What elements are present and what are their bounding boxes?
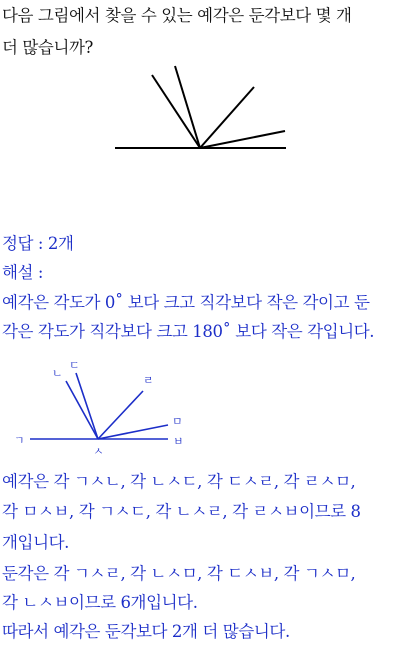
label-digeut: ㄷ	[69, 359, 80, 372]
question-figure	[0, 0, 400, 170]
explanation-heading: 해설 :	[2, 263, 44, 282]
conclusion-line: 따라서 예각은 둔각보다 2개 더 많습니다.	[2, 622, 290, 641]
definition-line-2: 각은 각도가 직각보다 크고 180˚ 보다 작은 각입니다.	[2, 322, 375, 341]
obtuse-line-1: 둔각은 각 ㄱㅅㄹ, 각 ㄴㅅㅁ, 각 ㄷㅅㅂ, 각 ㄱㅅㅁ,	[2, 564, 356, 583]
label-mieum: ㅁ	[172, 415, 183, 428]
label-rieul: ㄹ	[143, 374, 154, 387]
label-siot: ㅅ	[93, 445, 104, 458]
acute-line-1: 예각은 각 ㄱㅅㄴ, 각 ㄴㅅㄷ, 각 ㄷㅅㄹ, 각 ㄹㅅㅁ,	[2, 472, 356, 491]
label-bieup: ㅂ	[173, 435, 184, 448]
acute-line-2: 각 ㅁㅅㅂ, 각 ㄱㅅㄷ, 각 ㄴㅅㄹ, 각 ㄹㅅㅂ이므로 8	[2, 502, 361, 521]
ray-2	[175, 66, 200, 148]
ray-1	[152, 75, 200, 148]
label-nieun: ㄴ	[52, 367, 63, 380]
definition-line-1: 예각은 각도가 0˚ 보다 크고 직각보다 작은 각이고 둔	[2, 293, 370, 312]
labeled-figure	[0, 355, 400, 460]
acute-line-3: 개입니다.	[2, 533, 70, 552]
question-line-2: 더 많습니까?	[2, 38, 93, 57]
obtuse-line-2: 각 ㄴㅅㅂ이므로 6개입니다.	[2, 593, 198, 612]
question-line-1: 다음 그림에서 찾을 수 있는 예각은 둔각보다 몇 개	[2, 6, 352, 25]
answer-line: 정답 : 2개	[2, 234, 74, 253]
label-giyeok: ㄱ	[14, 434, 25, 447]
